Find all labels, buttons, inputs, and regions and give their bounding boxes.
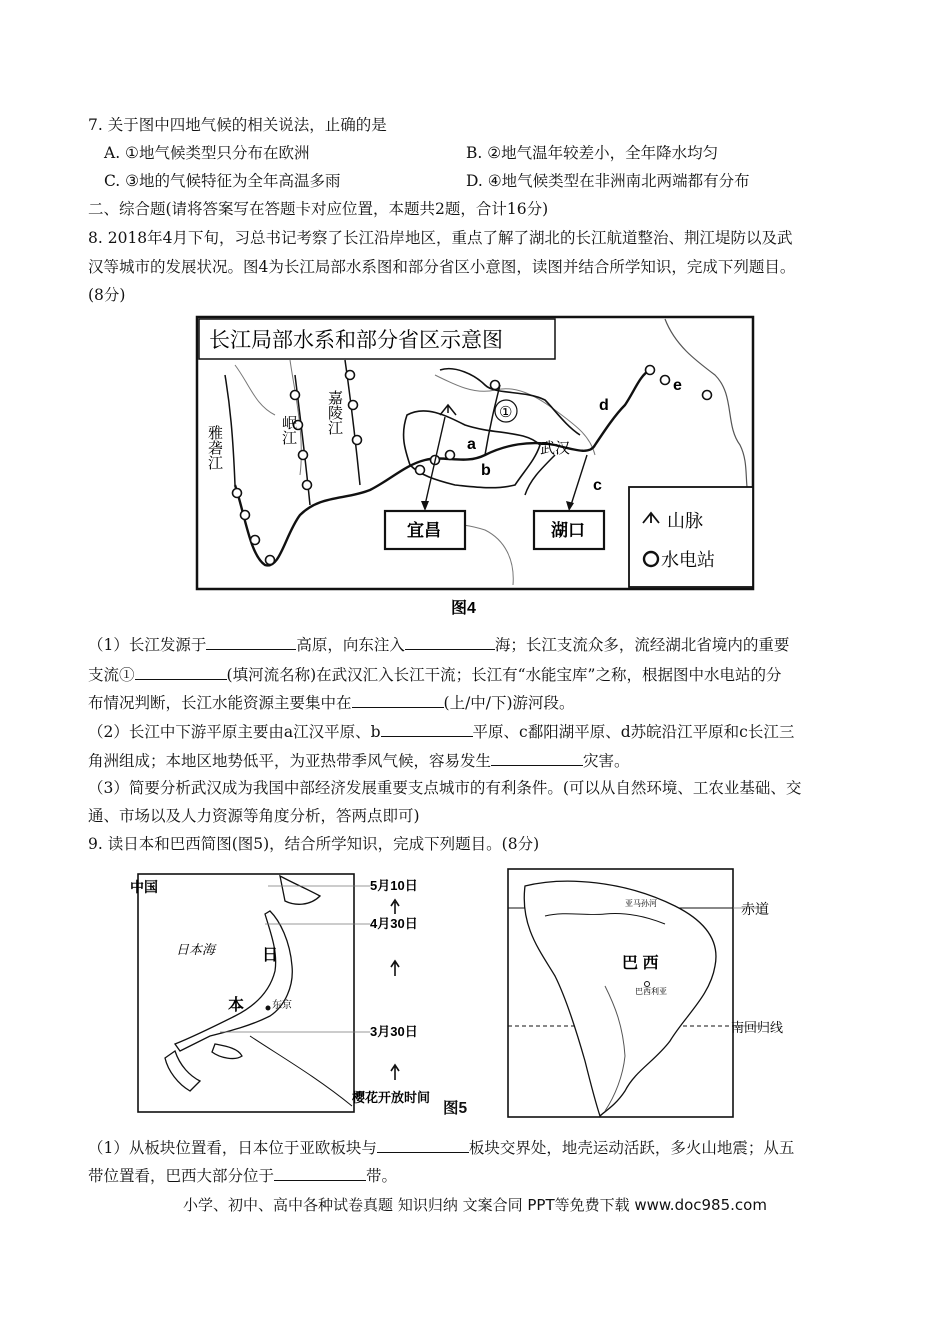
map-legend [629,487,753,587]
tropic-of-capricorn-label: 南回归线 [731,1021,784,1036]
q8-part2-text-d: 灾害。 [583,752,630,770]
amazon-river-label: 亚马孙河 [625,899,657,908]
legend-station-label: 水电站 [661,550,715,571]
brazil-label: 巴 西 [622,955,659,972]
q7-stem: 7. 关于图中四地气候的相关说法，止确的是 [88,116,387,134]
q9-stem: 9. 读日本和巴西简图(图5)，结合所学知识，完成下列题目。(8分) [88,835,540,853]
sea-of-japan-label: 日本海 [176,943,216,958]
plain-c-label: c [593,477,602,494]
figure-4-caption: 图4 [451,600,476,617]
region-1-label: ① [499,403,513,421]
bloom-date-apr30: 4月30日 [370,916,418,931]
q8-stem-line3: (8分) [88,286,126,304]
answer-blank-zone[interactable] [274,1164,366,1181]
q8-part2-text-c: 角洲组成；本地区地势低平，为亚热带季风气候，容易发生 [88,752,492,770]
q8-part2-text-b: 平原、c鄱阳湖平原、d苏皖沿江平原和c长江三 [472,723,795,741]
arrow-up-icon [391,961,399,976]
bloom-caption: 樱花开放时间 [352,1090,431,1105]
q7-option-a: A. ①地气候类型只分布在欧洲 [104,144,310,162]
yangtze-map [195,315,760,620]
q8-part1-text-f: 布情况判断，长江水能资源主要集中在 [88,694,352,712]
min-river-label: 岷江 [280,415,298,445]
q8-part1-text-d: 支流① [88,666,135,684]
plain-b-label: b [481,462,491,479]
answer-blank-plate[interactable] [377,1136,469,1153]
answer-blank-plain[interactable] [381,720,473,737]
station-icon [644,552,658,566]
map-title: 长江局部水系和部分省区示意图 [209,328,503,352]
yichang-label: 宜昌 [407,521,441,540]
q8-part2-line2 [88,749,630,772]
japan-map [120,866,450,1122]
q9-part1-text-b: 板块交界处，地壳运动活跃，多火山地震；从五 [468,1139,795,1157]
q7-option-b: B. ②地气温年较差小，全年降水均匀 [466,144,719,162]
plain-d-label: d [599,397,609,414]
china-label: 中国 [130,879,158,895]
q9-part1-text-c: 带位置看，巴西大部分位于 [88,1167,275,1185]
figure-5-caption: 图5 [443,1100,468,1117]
q8-part3-line1: （3）简要分析武汉成为我国中部经济发展重要支点城市的有利条件。(可以从自然环境、工农业基础、交 [88,779,802,797]
q8-part1-text-a: （1）长江发源于 [88,636,207,654]
q8-part1-text-b: 高原，向东注入 [296,636,405,654]
q8-part1-line2 [88,663,781,686]
arrow-up-icon [391,1065,399,1080]
plain-a-label: a [467,436,476,453]
japan-ben-label: 本 [228,997,245,1014]
q9-part1-text-d: 带。 [366,1167,398,1185]
bloom-date-may10: 5月10日 [370,878,418,893]
answer-blank-disaster[interactable] [491,749,583,766]
brasilia-label: 巴西利亚 [635,987,667,996]
answer-blank-sea[interactable] [405,633,495,650]
q9-part1-line2 [88,1164,397,1187]
jialing-river-label: 嘉陵江 [326,390,344,435]
brazil-map [505,866,825,1122]
answer-blank-tributary[interactable] [135,663,227,680]
wuhan-label: 武汉 [540,439,571,457]
answer-blank-section[interactable] [352,691,444,708]
q8-part1-text-c: 海；长江支流众多，流经湖北省境内的重要 [494,636,790,654]
page-footer: 小学、初中、高中各种试卷真题 知识归纳 文案合同 PPT等免费下载 www.doc985.com [183,1196,767,1214]
legend-mountain-label: 山脉 [667,511,703,532]
q8-part1-line1 [88,633,789,656]
q8-part2-text-a: （2）长江中下游平原主要由a江汉平原、b [88,723,381,741]
arrow-up-icon [391,900,399,914]
q7-option-d: D. ④地气候类型在非洲南北两端都有分布 [466,172,750,190]
japan-ri-label: 日 [262,947,279,964]
q9-part1-line1 [88,1136,794,1159]
q8-part2-line1 [88,720,794,743]
q7-option-c: C. ③地的气候特征为全年高温多雨 [104,172,341,190]
q8-stem-line2: 汉等城市的发展状况。图4为长江局部水系图和部分省区小意图，读图并结合所学知识，完成下列题目。 [88,258,796,276]
yalong-river-label: 雅砻江 [206,425,224,470]
q8-stem-line1: 8. 2018年4月下旬，习总书记考察了长江沿岸地区，重点了解了湖北的长江航道整治、荆江堤防以及武 [88,229,793,247]
tokyo-label: 东京 [272,1000,292,1011]
hukou-label: 湖口 [551,521,585,540]
answer-blank-source[interactable] [206,633,296,650]
q8-part3-line2: 通、市场以及人力资源等角度分析，答两点即可) [88,807,420,825]
q8-part1-text-g: (上/中/下)游河段。 [443,694,575,712]
q8-part1-text-e: (填河流名称)在武汉汇入长江干流；长江有“水能宝库”之称，根据图中水电站的分 [226,666,782,684]
plain-e-label: e [673,377,682,394]
q8-part1-line3 [88,691,575,714]
equator-label: 赤道 [741,902,769,918]
q9-part1-text-a: （1）从板块位置看，日本位于亚欧板块与 [88,1139,377,1157]
section-2-heading: 二、综合题(请将答案写在答题卡对应位置，本题共2题，合计16分) [88,200,549,218]
bloom-date-mar30: 3月30日 [370,1024,418,1039]
